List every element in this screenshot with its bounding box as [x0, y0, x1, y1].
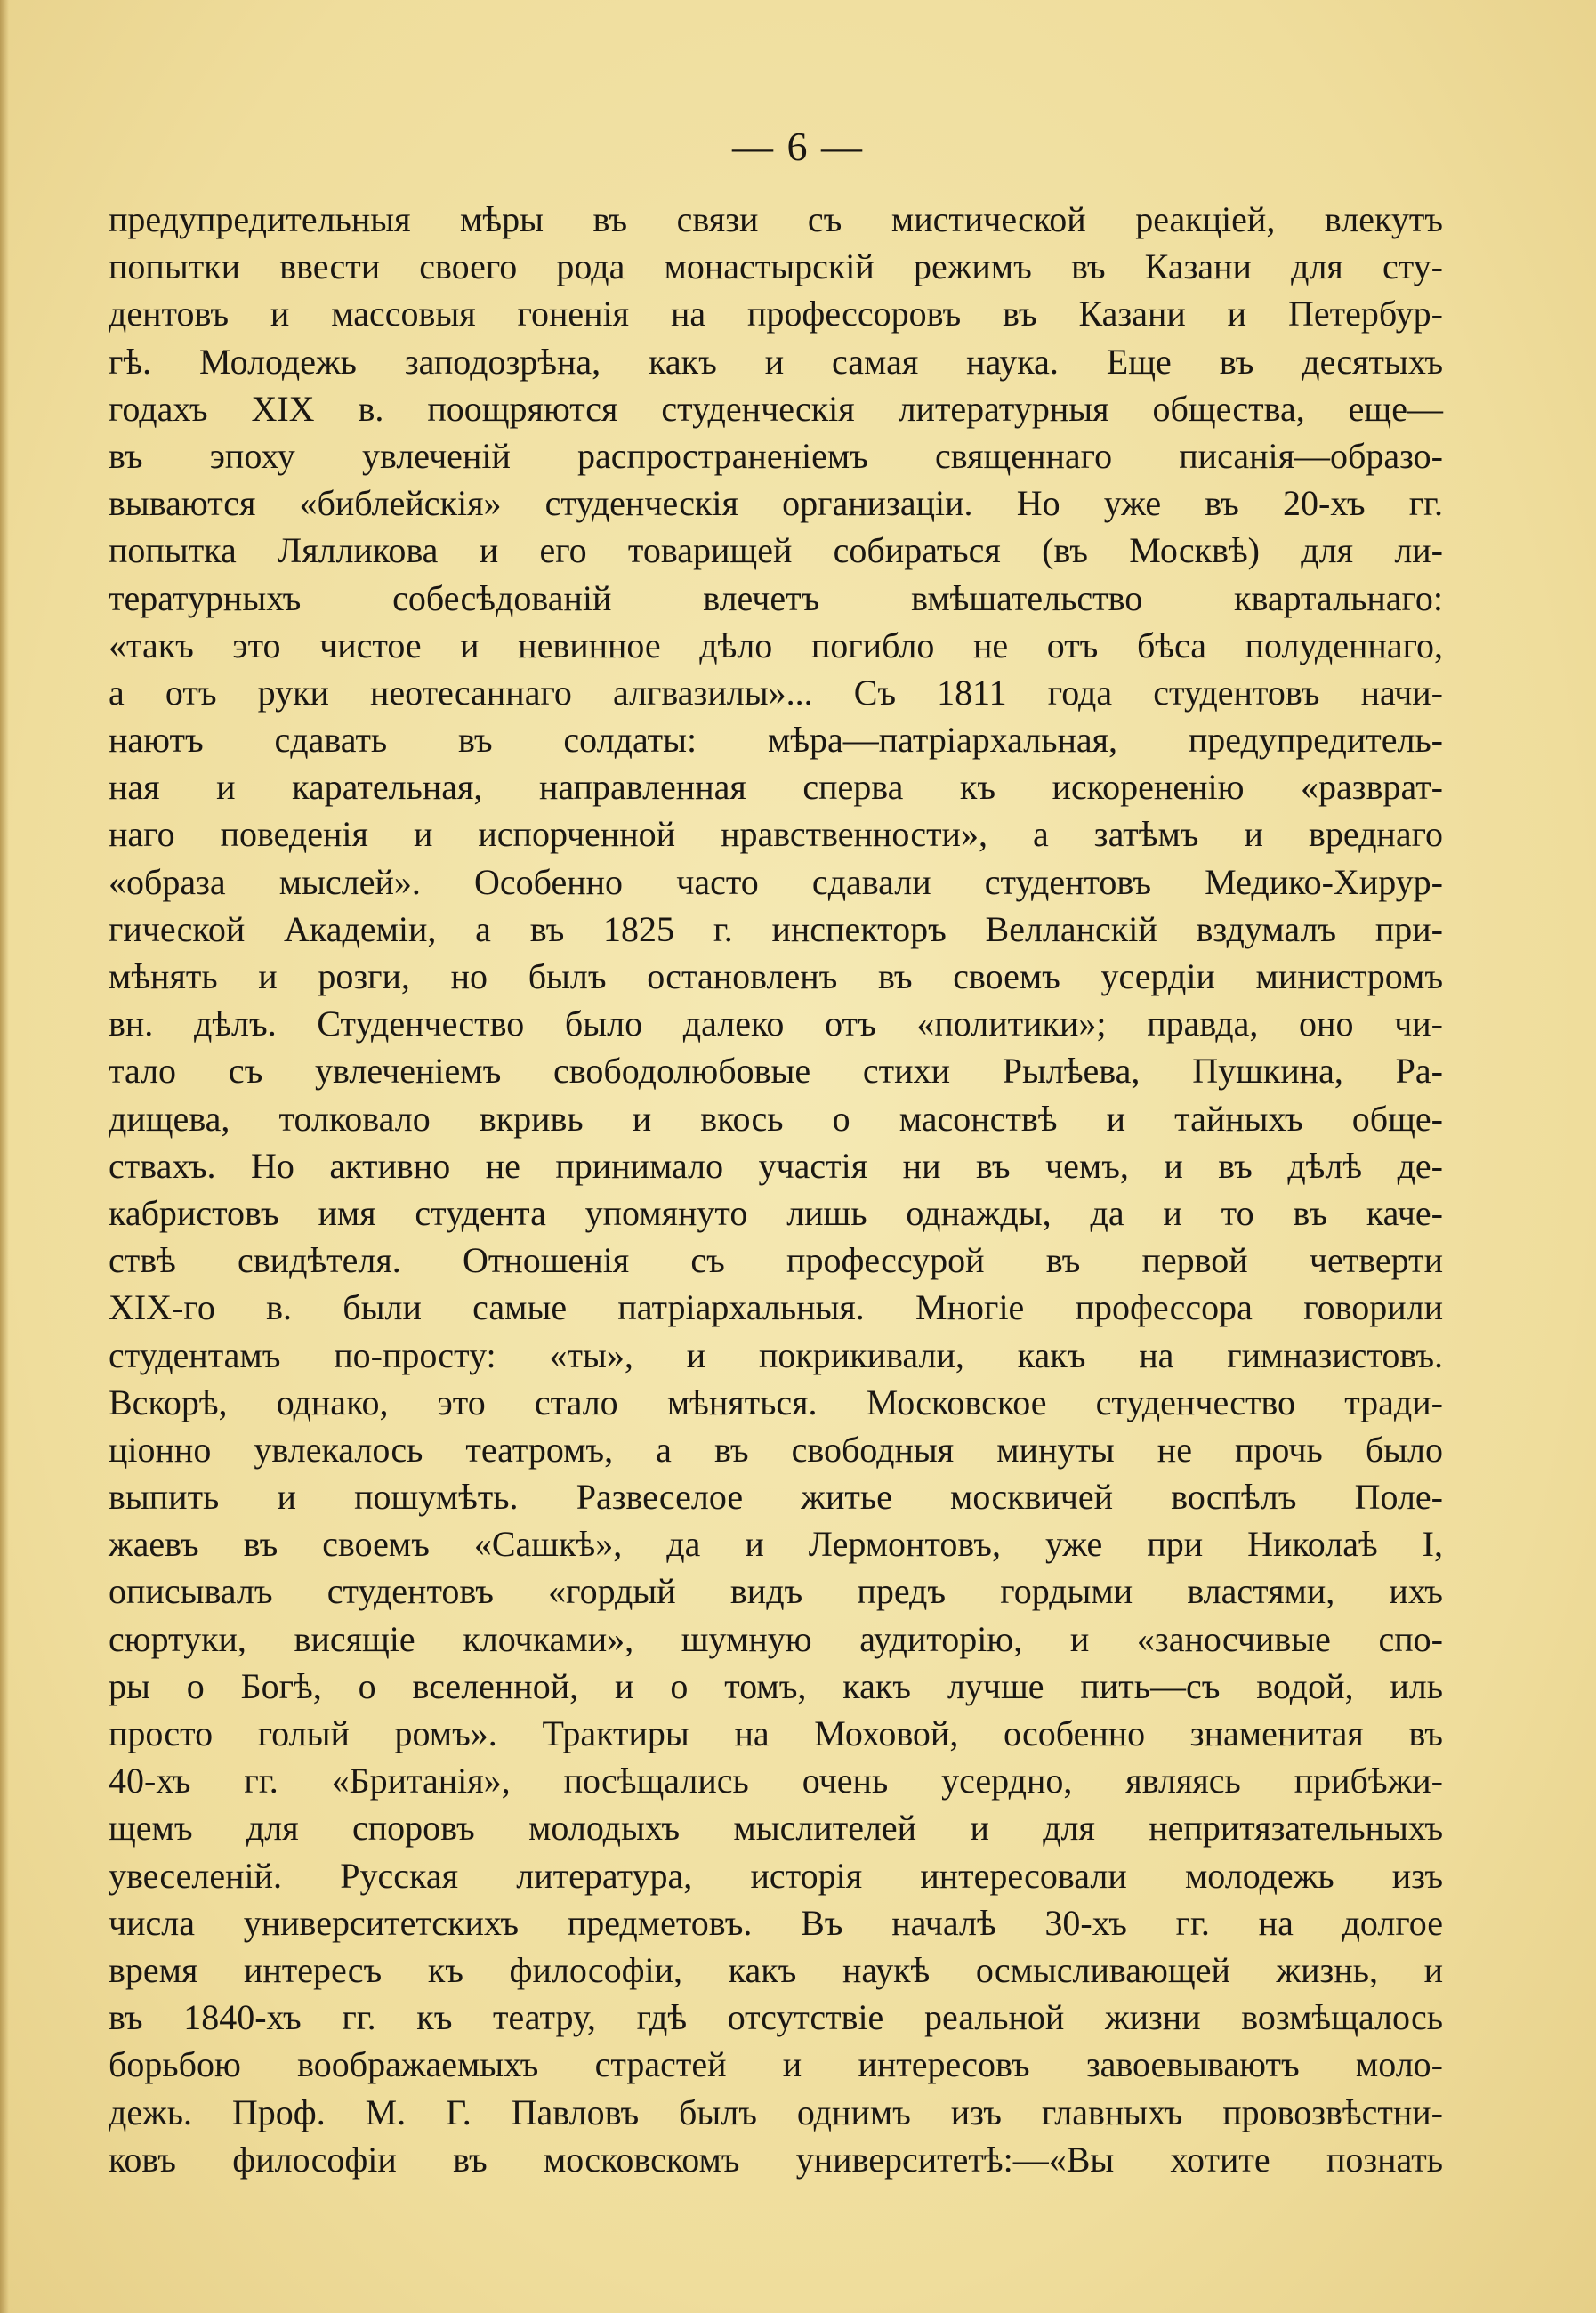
text-line: ціонно увлекалось театромъ, а въ свободныя минуты не прочь было — [109, 1429, 1443, 1470]
page-number: — 6 — — [732, 124, 864, 169]
text-line: щемъ для споровъ молодыхъ мыслителей и для непритязательныхъ — [109, 1808, 1443, 1849]
text-line: ковъ философіи въ московскомъ университетѣ:—«Вы хотите познать — [109, 2139, 1443, 2180]
text-line: годахъ XIX в. поощряются студенческія литературныя общества, еще— — [109, 388, 1443, 429]
text-line: жаевъ въ своемъ «Сашкѣ», да и Лермонтовъ, уже при Николаѣ I, — [109, 1524, 1443, 1565]
text-line: ствахъ. Но активно не принимало участія ни въ чемъ, и въ дѣлѣ де- — [109, 1145, 1443, 1186]
text-line: «образа мыслей». Особенно часто сдавали студентовъ Медико-Хирур- — [109, 861, 1443, 902]
page-edge-shadow — [0, 0, 9, 2313]
text-line: наютъ сдавать въ солдаты: мѣра—патріархальная, предупредитель- — [109, 720, 1443, 761]
text-line: увеселеній. Русская литература, исторія интересовали молодежь изъ — [109, 1855, 1443, 1896]
body-text — [109, 196, 1443, 2183]
text-line: время интересъ къ философіи, какъ наукѣ осмысливающей жизнь, и — [109, 1949, 1443, 1990]
text-line: XIX-го в. были самые патріархальныя. Многіе профессора говорили — [109, 1287, 1443, 1328]
text-line: студентамъ по-просту: «ты», и покрикивали, какъ на гимназистовъ. — [109, 1334, 1443, 1375]
text-line: гической Академіи, а въ 1825 г. инспекторъ Велланскій вздумалъ при- — [109, 908, 1443, 949]
text-line: ная и карательная, направленная сперва къ искорененію «разврат- — [109, 767, 1443, 808]
text-line: борьбою воображаемыхъ страстей и интересовъ завоевываютъ моло- — [109, 2044, 1443, 2085]
text-line: сюртуки, висящіе клочками», шумную аудиторію, и «заносчивые спо- — [109, 1618, 1443, 1659]
text-line: ры о Богѣ, о вселенной, и о томъ, какъ лучше пить—съ водой, иль — [109, 1665, 1443, 1706]
text-line: 40-хъ гг. «Британія», посѣщались очень усердно, являясь прибѣжи- — [109, 1761, 1443, 1801]
text-line: попытки ввести своего рода монастырскій режимъ въ Казани для сту- — [109, 246, 1443, 287]
text-line: выпить и пошумѣть. Развеселое житье москвичей воспѣлъ Поле- — [109, 1477, 1443, 1518]
text-line: описывалъ студентовъ «гордый видъ предъ гордыми властями, ихъ — [109, 1571, 1443, 1612]
text-line: тературныхъ собесѣдованій влечетъ вмѣшательство квартальнаго: — [109, 577, 1443, 618]
text-line: дищева, толковало вкривь и вкось о масонствѣ и тайныхъ обще- — [109, 1098, 1443, 1139]
text-line: числа университетскихъ предметовъ. Въ началѣ 30-хъ гг. на долгое — [109, 1902, 1443, 1943]
text-line: тало съ увлеченіемъ свободолюбовые стихи Рылѣева, Пушкина, Ра- — [109, 1051, 1443, 1092]
text-line: наго поведенія и испорченной нравственности», а затѣмъ и вреднаго — [109, 814, 1443, 855]
text-line: вн. дѣлъ. Студенчество было далеко отъ «политики»; правда, оно чи- — [109, 1003, 1443, 1044]
text-line: мѣнять и розги, но былъ остановленъ въ своемъ усердіи министромъ — [109, 956, 1443, 996]
text-line: а отъ руки неотесаннаго алгвазилы»... Съ 1811 года студентовъ начи- — [109, 672, 1443, 713]
text-line: въ 1840-хъ гг. къ театру, гдѣ отсутствіе реальной жизни возмѣщалось — [109, 1997, 1443, 2038]
text-line: ствѣ свидѣтеля. Отношенія съ профессурой въ первой четверти — [109, 1240, 1443, 1281]
text-line: «такъ это чистое и невинное дѣло погибло не отъ бѣса полуденнаго, — [109, 625, 1443, 665]
text-line: вываются «библейскія» студенческія организаціи. Но уже въ 20-хъ гг. — [109, 483, 1443, 524]
text-line: попытка Лялликова и его товарищей собираться (въ Москвѣ) для ли- — [109, 530, 1443, 571]
text-line: кабристовъ имя студента упомянуто лишь однажды, да и то въ каче- — [109, 1192, 1443, 1233]
text-line: дентовъ и массовыя гоненія на профессоровъ въ Казани и Петербур- — [109, 294, 1443, 334]
text-line: просто голый ромъ». Трактиры на Моховой, особенно знаменитая въ — [109, 1713, 1443, 1753]
text-line: гѣ. Молодежь заподозрѣна, какъ и самая наука. Еще въ десятыхъ — [109, 341, 1443, 382]
text-line: дежь. Проф. М. Г. Павловъ былъ однимъ изъ главныхъ провозвѣстни- — [109, 2091, 1443, 2132]
text-line: Вскорѣ, однако, это стало мѣняться. Московское студенчество тради- — [109, 1382, 1443, 1422]
text-line: въ эпоху увлеченій распространеніемъ священнаго писанія—образо- — [109, 435, 1443, 476]
text-line: предупредительныя мѣры въ связи съ мистической реакціей, влекутъ — [109, 199, 1443, 239]
